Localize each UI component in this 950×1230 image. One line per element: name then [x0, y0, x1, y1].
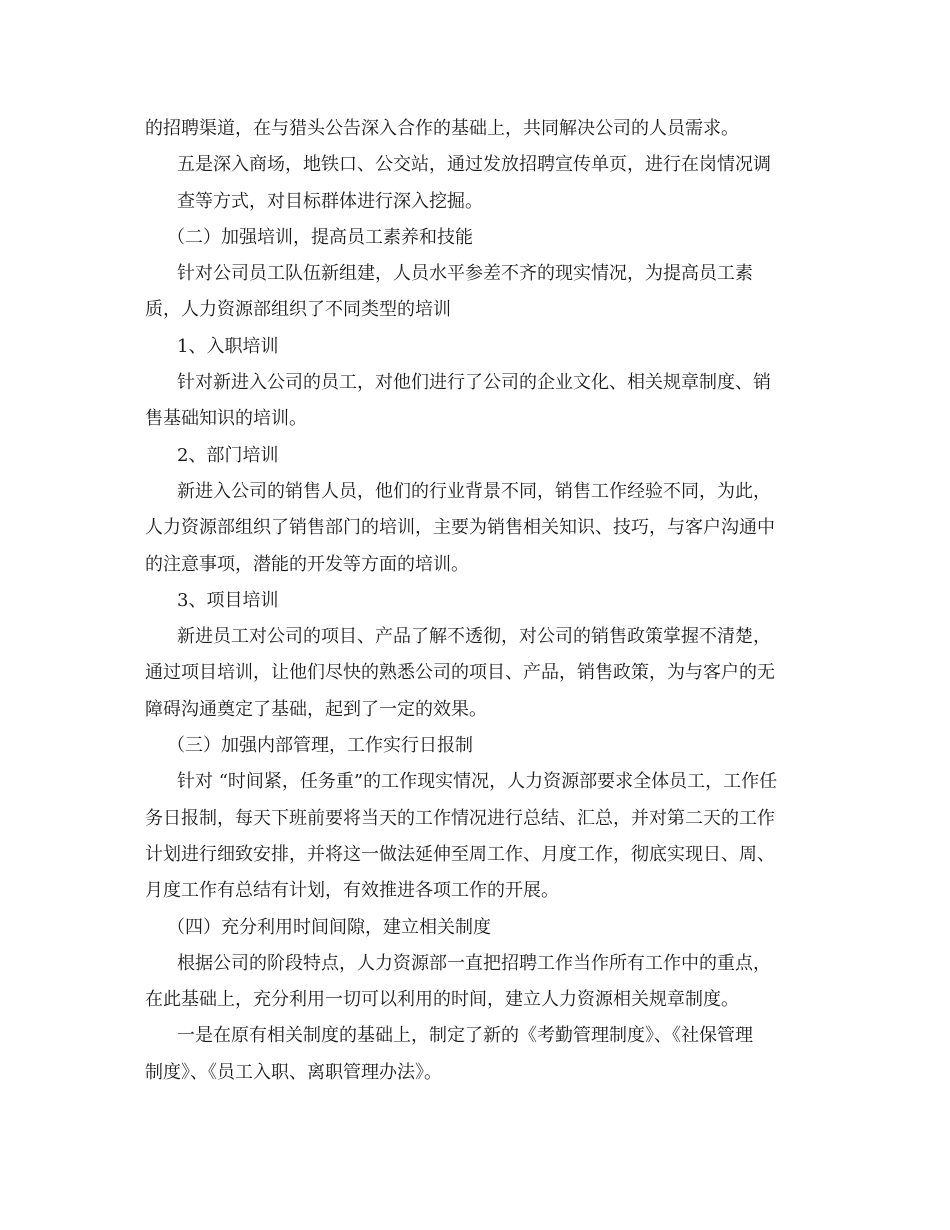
paragraph-line: 月度工作有总结有计划，有效推进各项工作的开展。	[145, 880, 559, 902]
paragraph-line: 在此基础上，充分利用一切可以利用的时间，建立人力资源相关规章制度。	[145, 989, 739, 1011]
subsection-heading: 3、项目培训	[177, 589, 279, 611]
document-body	[145, 111, 805, 1091]
paragraph-line: 根据公司的阶段特点，人力资源部一直把招聘工作当作所有工作中的重点，	[177, 952, 771, 974]
paragraph-line: 针对新进入公司的员工，对他们进行了公司的企业文化、相关规章制度、销	[177, 372, 771, 394]
paragraph-line: 新进员工对公司的项目、产品了解不透彻，对公司的销售政策掌握不清楚，	[177, 626, 771, 648]
paragraph-line: 针对 “时间紧，任务重”的工作现实情况，人力资源部要求全体员工，工作任	[177, 771, 778, 793]
paragraph-line: 通过项目培训，让他们尽快的熟悉公司的项目、产品，销售政策，为与客户的无	[145, 662, 775, 684]
paragraph-line: 查等方式，对目标群体进行深入挖掘。	[177, 190, 483, 212]
subsection-heading: 2、部门培训	[177, 444, 279, 466]
section-heading: （四）充分利用时间间隙，建立相关制度	[167, 916, 491, 938]
paragraph-line: 制度》、《员工入职、离职管理办法》。	[145, 1061, 442, 1083]
paragraph-line: 售基础知识的培训。	[145, 408, 307, 430]
paragraph-line: 新进入公司的销售人员，他们的行业背景不同，销售工作经验不同，为此，	[177, 480, 771, 502]
paragraph-line: 针对公司员工队伍新组建，人员水平参差不齐的现实情况，为提高员工素	[177, 263, 753, 285]
paragraph-line: 的招聘渠道，在与猎头公告深入合作的基础上，共同解决公司的人员需求。	[145, 118, 739, 139]
paragraph-line: 人力资源部组织了销售部门的培训，主要为销售相关知识、技巧，与客户沟通中	[145, 517, 775, 539]
paragraph-line: 障碍沟通奠定了基础，起到了一定的效果。	[145, 698, 487, 720]
paragraph-line: 的注意事项，潜能的开发等方面的培训。	[145, 553, 469, 575]
paragraph-line: 计划进行细致安排，并将这一做法延伸至周工作、月度工作，彻底实现日、周、	[145, 843, 775, 865]
paragraph-line: 五是深入商场，地铁口、公交站，通过发放招聘宣传单页，进行在岗情况调	[177, 154, 771, 176]
paragraph-line: 务日报制，每天下班前要将当天的工作情况进行总结、汇总，并对第二天的工作	[145, 807, 775, 829]
section-heading: （二）加强培训，提高员工素养和技能	[167, 226, 473, 248]
paragraph-line: 一是在原有相关制度的基础上，制定了新的《考勤管理制度》、《社保管理	[177, 1025, 753, 1047]
paragraph-line: 质，人力资源部组织了不同类型的培训	[145, 299, 451, 321]
section-heading: （三）加强内部管理，工作实行日报制	[167, 735, 473, 757]
subsection-heading: 1、入职培训	[177, 335, 279, 357]
